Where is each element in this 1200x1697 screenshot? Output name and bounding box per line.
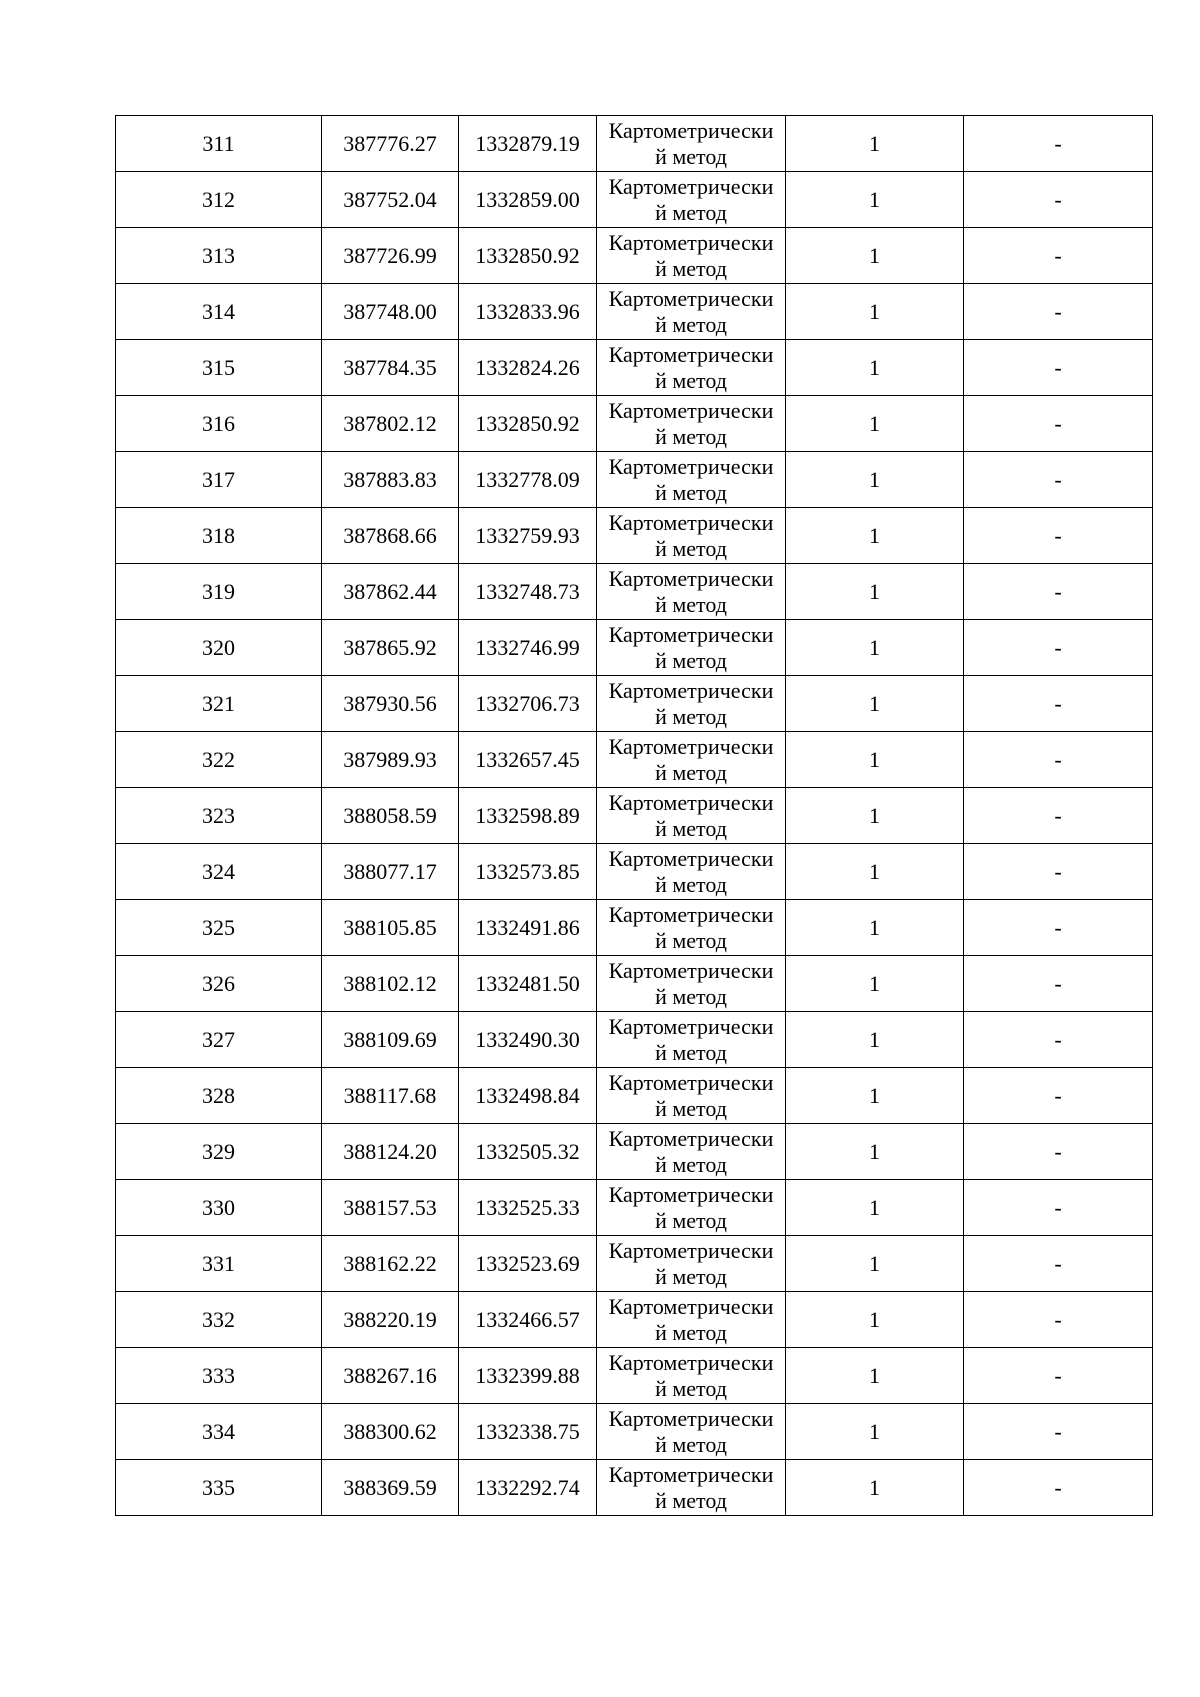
point-number-cell: 326 bbox=[116, 956, 322, 1012]
method-cell bbox=[597, 564, 786, 620]
table-row bbox=[116, 1068, 1153, 1124]
x-coordinate-cell: 388157.53 bbox=[322, 1180, 459, 1236]
x-coordinate-cell: 388109.69 bbox=[322, 1012, 459, 1068]
y-coordinate-cell: 1332505.32 bbox=[459, 1124, 597, 1180]
method-cell bbox=[597, 900, 786, 956]
note-cell: - bbox=[964, 284, 1153, 340]
method-line-1: Картометрически bbox=[608, 1069, 774, 1095]
method-line-1: Картометрически bbox=[608, 565, 774, 591]
y-coordinate-cell: 1332850.92 bbox=[459, 396, 597, 452]
x-coordinate-cell: 387784.35 bbox=[322, 340, 459, 396]
x-coordinate-cell: 387752.04 bbox=[322, 172, 459, 228]
x-coordinate-cell: 387865.92 bbox=[322, 620, 459, 676]
accuracy-cell: 1 bbox=[786, 1180, 964, 1236]
accuracy-cell: 1 bbox=[786, 788, 964, 844]
table-row bbox=[116, 116, 1153, 172]
table-row bbox=[116, 788, 1153, 844]
note-cell: - bbox=[964, 1180, 1153, 1236]
method-cell bbox=[597, 1404, 786, 1460]
method-cell bbox=[597, 1460, 786, 1516]
note-cell: - bbox=[964, 956, 1153, 1012]
table-row bbox=[116, 1124, 1153, 1180]
x-coordinate-cell: 387726.99 bbox=[322, 228, 459, 284]
x-coordinate-cell: 387883.83 bbox=[322, 452, 459, 508]
x-coordinate-cell: 388058.59 bbox=[322, 788, 459, 844]
accuracy-cell: 1 bbox=[786, 1124, 964, 1180]
x-coordinate-cell: 388124.20 bbox=[322, 1124, 459, 1180]
point-number-cell: 315 bbox=[116, 340, 322, 396]
point-number-cell: 318 bbox=[116, 508, 322, 564]
accuracy-cell: 1 bbox=[786, 452, 964, 508]
note-cell: - bbox=[964, 172, 1153, 228]
method-line-2: й метод bbox=[655, 311, 727, 337]
method-cell bbox=[597, 116, 786, 172]
note-cell: - bbox=[964, 1236, 1153, 1292]
point-number-cell: 333 bbox=[116, 1348, 322, 1404]
method-cell bbox=[597, 1292, 786, 1348]
accuracy-cell: 1 bbox=[786, 1068, 964, 1124]
accuracy-cell: 1 bbox=[786, 1236, 964, 1292]
point-number-cell: 320 bbox=[116, 620, 322, 676]
table-row bbox=[116, 452, 1153, 508]
note-cell: - bbox=[964, 396, 1153, 452]
method-line-2: й метод bbox=[655, 1151, 727, 1177]
y-coordinate-cell: 1332759.93 bbox=[459, 508, 597, 564]
accuracy-cell: 1 bbox=[786, 116, 964, 172]
method-line-1: Картометрически bbox=[608, 1237, 774, 1263]
accuracy-cell: 1 bbox=[786, 172, 964, 228]
note-cell: - bbox=[964, 1460, 1153, 1516]
point-number-cell: 314 bbox=[116, 284, 322, 340]
y-coordinate-cell: 1332523.69 bbox=[459, 1236, 597, 1292]
table-row bbox=[116, 1012, 1153, 1068]
method-line-1: Картометрически bbox=[608, 285, 774, 311]
x-coordinate-cell: 388162.22 bbox=[322, 1236, 459, 1292]
method-line-1: Картометрически bbox=[608, 1349, 774, 1375]
table-row bbox=[116, 676, 1153, 732]
method-line-2: й метод bbox=[655, 871, 727, 897]
y-coordinate-cell: 1332706.73 bbox=[459, 676, 597, 732]
x-coordinate-cell: 388117.68 bbox=[322, 1068, 459, 1124]
table-row bbox=[116, 1404, 1153, 1460]
y-coordinate-cell: 1332833.96 bbox=[459, 284, 597, 340]
method-line-2: й метод bbox=[655, 1375, 727, 1401]
point-number-cell: 316 bbox=[116, 396, 322, 452]
method-line-2: й метод bbox=[655, 591, 727, 617]
method-line-2: й метод bbox=[655, 647, 727, 673]
method-line-1: Картометрически bbox=[608, 1013, 774, 1039]
x-coordinate-cell: 387748.00 bbox=[322, 284, 459, 340]
method-line-1: Картометрически bbox=[608, 1125, 774, 1151]
note-cell: - bbox=[964, 452, 1153, 508]
y-coordinate-cell: 1332824.26 bbox=[459, 340, 597, 396]
method-line-1: Картометрически bbox=[608, 845, 774, 871]
method-cell bbox=[597, 1012, 786, 1068]
method-line-2: й метод bbox=[655, 479, 727, 505]
note-cell: - bbox=[964, 116, 1153, 172]
y-coordinate-cell: 1332399.88 bbox=[459, 1348, 597, 1404]
accuracy-cell: 1 bbox=[786, 732, 964, 788]
accuracy-cell: 1 bbox=[786, 620, 964, 676]
y-coordinate-cell: 1332879.19 bbox=[459, 116, 597, 172]
y-coordinate-cell: 1332778.09 bbox=[459, 452, 597, 508]
method-line-2: й метод bbox=[655, 1487, 727, 1513]
note-cell: - bbox=[964, 564, 1153, 620]
y-coordinate-cell: 1332748.73 bbox=[459, 564, 597, 620]
method-line-1: Картометрически bbox=[608, 117, 774, 143]
method-line-1: Картометрически bbox=[608, 621, 774, 647]
method-line-2: й метод bbox=[655, 199, 727, 225]
table-row bbox=[116, 172, 1153, 228]
point-number-cell: 334 bbox=[116, 1404, 322, 1460]
method-cell bbox=[597, 452, 786, 508]
accuracy-cell: 1 bbox=[786, 956, 964, 1012]
accuracy-cell: 1 bbox=[786, 564, 964, 620]
method-cell bbox=[597, 1068, 786, 1124]
method-line-2: й метод bbox=[655, 703, 727, 729]
table-row bbox=[116, 620, 1153, 676]
method-line-2: й метод bbox=[655, 1319, 727, 1345]
table-row bbox=[116, 1180, 1153, 1236]
x-coordinate-cell: 388300.62 bbox=[322, 1404, 459, 1460]
accuracy-cell: 1 bbox=[786, 1348, 964, 1404]
accuracy-cell: 1 bbox=[786, 676, 964, 732]
accuracy-cell: 1 bbox=[786, 1404, 964, 1460]
note-cell: - bbox=[964, 508, 1153, 564]
table-row bbox=[116, 1236, 1153, 1292]
note-cell: - bbox=[964, 228, 1153, 284]
point-number-cell: 332 bbox=[116, 1292, 322, 1348]
method-cell bbox=[597, 956, 786, 1012]
y-coordinate-cell: 1332466.57 bbox=[459, 1292, 597, 1348]
method-cell bbox=[597, 172, 786, 228]
coordinates-table bbox=[115, 115, 1153, 1516]
x-coordinate-cell: 387802.12 bbox=[322, 396, 459, 452]
method-line-2: й метод bbox=[655, 1263, 727, 1289]
method-line-2: й метод bbox=[655, 759, 727, 785]
point-number-cell: 319 bbox=[116, 564, 322, 620]
y-coordinate-cell: 1332491.86 bbox=[459, 900, 597, 956]
y-coordinate-cell: 1332573.85 bbox=[459, 844, 597, 900]
method-line-1: Картометрически bbox=[608, 341, 774, 367]
method-cell bbox=[597, 844, 786, 900]
method-cell bbox=[597, 1236, 786, 1292]
point-number-cell: 311 bbox=[116, 116, 322, 172]
method-line-1: Картометрически bbox=[608, 901, 774, 927]
point-number-cell: 317 bbox=[116, 452, 322, 508]
note-cell: - bbox=[964, 844, 1153, 900]
note-cell: - bbox=[964, 340, 1153, 396]
table-row bbox=[116, 956, 1153, 1012]
method-cell bbox=[597, 732, 786, 788]
method-line-1: Картометрически bbox=[608, 1181, 774, 1207]
method-line-2: й метод bbox=[655, 983, 727, 1009]
method-line-2: й метод bbox=[655, 423, 727, 449]
point-number-cell: 327 bbox=[116, 1012, 322, 1068]
note-cell: - bbox=[964, 788, 1153, 844]
method-cell bbox=[597, 340, 786, 396]
method-line-2: й метод bbox=[655, 1039, 727, 1065]
y-coordinate-cell: 1332338.75 bbox=[459, 1404, 597, 1460]
method-line-1: Картометрически bbox=[608, 509, 774, 535]
method-line-1: Картометрически bbox=[608, 733, 774, 759]
table-row bbox=[116, 340, 1153, 396]
accuracy-cell: 1 bbox=[786, 508, 964, 564]
method-line-1: Картометрически bbox=[608, 1461, 774, 1487]
y-coordinate-cell: 1332657.45 bbox=[459, 732, 597, 788]
accuracy-cell: 1 bbox=[786, 340, 964, 396]
x-coordinate-cell: 388077.17 bbox=[322, 844, 459, 900]
note-cell: - bbox=[964, 1292, 1153, 1348]
table-row bbox=[116, 396, 1153, 452]
method-cell bbox=[597, 284, 786, 340]
table-row bbox=[116, 508, 1153, 564]
accuracy-cell: 1 bbox=[786, 1460, 964, 1516]
point-number-cell: 328 bbox=[116, 1068, 322, 1124]
method-line-2: й метод bbox=[655, 927, 727, 953]
method-line-2: й метод bbox=[655, 255, 727, 281]
x-coordinate-cell: 388267.16 bbox=[322, 1348, 459, 1404]
table-row bbox=[116, 844, 1153, 900]
method-line-1: Картометрически bbox=[608, 789, 774, 815]
point-number-cell: 312 bbox=[116, 172, 322, 228]
coordinates-table-body bbox=[116, 116, 1153, 1516]
y-coordinate-cell: 1332490.30 bbox=[459, 1012, 597, 1068]
table-row bbox=[116, 1292, 1153, 1348]
note-cell: - bbox=[964, 1124, 1153, 1180]
table-row bbox=[116, 228, 1153, 284]
note-cell: - bbox=[964, 900, 1153, 956]
method-cell bbox=[597, 676, 786, 732]
accuracy-cell: 1 bbox=[786, 284, 964, 340]
y-coordinate-cell: 1332292.74 bbox=[459, 1460, 597, 1516]
method-cell bbox=[597, 1348, 786, 1404]
point-number-cell: 322 bbox=[116, 732, 322, 788]
point-number-cell: 313 bbox=[116, 228, 322, 284]
y-coordinate-cell: 1332525.33 bbox=[459, 1180, 597, 1236]
y-coordinate-cell: 1332598.89 bbox=[459, 788, 597, 844]
point-number-cell: 330 bbox=[116, 1180, 322, 1236]
table-row bbox=[116, 732, 1153, 788]
method-cell bbox=[597, 1124, 786, 1180]
method-line-1: Картометрически bbox=[608, 173, 774, 199]
y-coordinate-cell: 1332746.99 bbox=[459, 620, 597, 676]
method-line-1: Картометрически bbox=[608, 229, 774, 255]
x-coordinate-cell: 387989.93 bbox=[322, 732, 459, 788]
x-coordinate-cell: 387862.44 bbox=[322, 564, 459, 620]
method-line-2: й метод bbox=[655, 535, 727, 561]
y-coordinate-cell: 1332859.00 bbox=[459, 172, 597, 228]
table-row bbox=[116, 900, 1153, 956]
method-cell bbox=[597, 620, 786, 676]
method-line-1: Картометрически bbox=[608, 1405, 774, 1431]
note-cell: - bbox=[964, 1404, 1153, 1460]
method-line-2: й метод bbox=[655, 1431, 727, 1457]
method-line-2: й метод bbox=[655, 1095, 727, 1121]
note-cell: - bbox=[964, 1012, 1153, 1068]
point-number-cell: 329 bbox=[116, 1124, 322, 1180]
point-number-cell: 323 bbox=[116, 788, 322, 844]
note-cell: - bbox=[964, 1348, 1153, 1404]
x-coordinate-cell: 387930.56 bbox=[322, 676, 459, 732]
method-line-1: Картометрически bbox=[608, 677, 774, 703]
method-cell bbox=[597, 396, 786, 452]
method-line-1: Картометрически bbox=[608, 453, 774, 479]
note-cell: - bbox=[964, 732, 1153, 788]
method-line-1: Картометрически bbox=[608, 1293, 774, 1319]
accuracy-cell: 1 bbox=[786, 228, 964, 284]
y-coordinate-cell: 1332481.50 bbox=[459, 956, 597, 1012]
table-row bbox=[116, 284, 1153, 340]
x-coordinate-cell: 388369.59 bbox=[322, 1460, 459, 1516]
accuracy-cell: 1 bbox=[786, 844, 964, 900]
note-cell: - bbox=[964, 620, 1153, 676]
note-cell: - bbox=[964, 676, 1153, 732]
x-coordinate-cell: 388102.12 bbox=[322, 956, 459, 1012]
point-number-cell: 331 bbox=[116, 1236, 322, 1292]
y-coordinate-cell: 1332850.92 bbox=[459, 228, 597, 284]
accuracy-cell: 1 bbox=[786, 396, 964, 452]
method-line-1: Картометрически bbox=[608, 397, 774, 423]
x-coordinate-cell: 387868.66 bbox=[322, 508, 459, 564]
method-cell bbox=[597, 1180, 786, 1236]
x-coordinate-cell: 388105.85 bbox=[322, 900, 459, 956]
method-line-2: й метод bbox=[655, 815, 727, 841]
method-line-1: Картометрически bbox=[608, 957, 774, 983]
table-row bbox=[116, 1348, 1153, 1404]
table-row bbox=[116, 1460, 1153, 1516]
x-coordinate-cell: 387776.27 bbox=[322, 116, 459, 172]
accuracy-cell: 1 bbox=[786, 900, 964, 956]
method-cell bbox=[597, 508, 786, 564]
method-cell bbox=[597, 788, 786, 844]
table-row bbox=[116, 564, 1153, 620]
note-cell: - bbox=[964, 1068, 1153, 1124]
x-coordinate-cell: 388220.19 bbox=[322, 1292, 459, 1348]
accuracy-cell: 1 bbox=[786, 1012, 964, 1068]
accuracy-cell: 1 bbox=[786, 1292, 964, 1348]
method-line-2: й метод bbox=[655, 143, 727, 169]
method-line-2: й метод bbox=[655, 1207, 727, 1233]
point-number-cell: 321 bbox=[116, 676, 322, 732]
method-cell bbox=[597, 228, 786, 284]
method-line-2: й метод bbox=[655, 367, 727, 393]
point-number-cell: 335 bbox=[116, 1460, 322, 1516]
point-number-cell: 324 bbox=[116, 844, 322, 900]
point-number-cell: 325 bbox=[116, 900, 322, 956]
y-coordinate-cell: 1332498.84 bbox=[459, 1068, 597, 1124]
